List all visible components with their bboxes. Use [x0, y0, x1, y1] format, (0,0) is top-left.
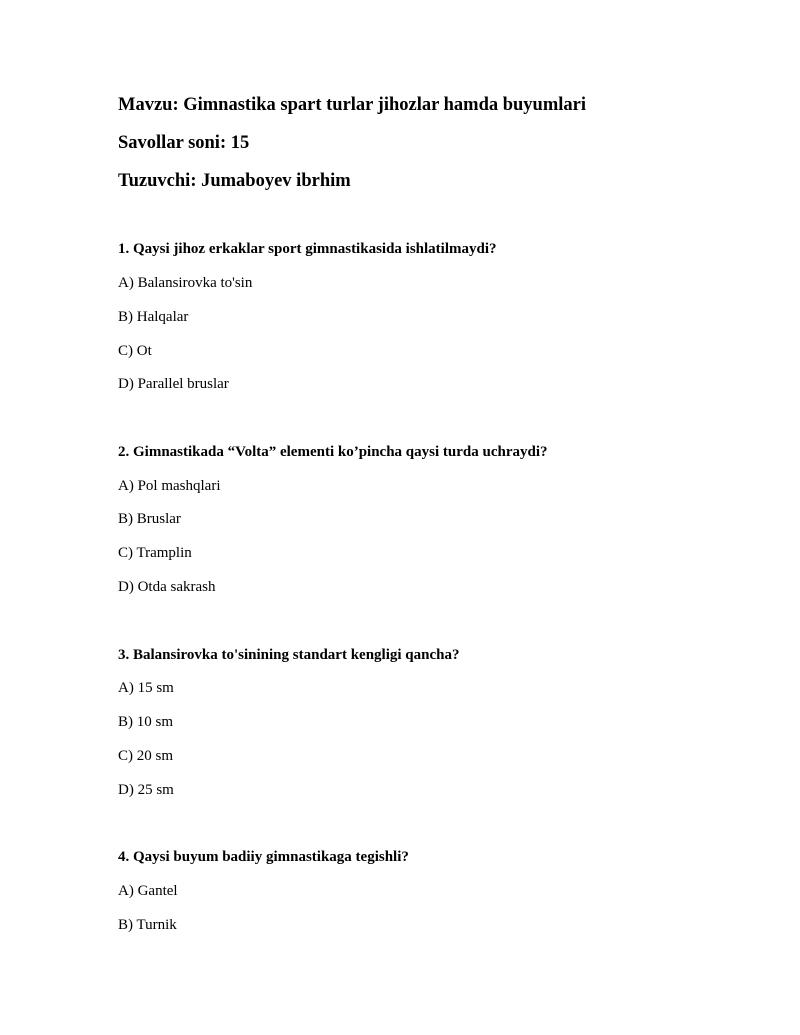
question-4-text: 4. Qaysi buyum badiiy gimnastikaga tegishli? — [118, 849, 409, 865]
question-3-option-b: B) 10 sm — [118, 714, 174, 730]
question-4-option-a: A) Gantel — [118, 883, 178, 899]
question-3-option-d: D) 25 sm — [118, 782, 174, 798]
question-3-option-c: C) 20 sm — [118, 748, 174, 764]
question-2-option-c: C) Tramplin — [118, 545, 192, 561]
question-1-option-a: A) Balansirovka to'sin — [118, 275, 253, 291]
question-3-option-a: A) 15 sm — [118, 680, 174, 696]
question-3-text: 3. Balansirovka to'sinining standart kengligi qancha? — [118, 647, 460, 663]
question-count-heading: Savollar soni: 15 — [118, 133, 250, 153]
question-1-option-d: D) Parallel bruslar — [118, 376, 229, 392]
question-1-option-b: B) Halqalar — [118, 309, 189, 325]
author-heading: Tuzuvchi: Jumaboyev ibrhim — [118, 171, 351, 191]
question-2-option-d: D) Otda sakrash — [118, 579, 216, 595]
question-2-option-a: A) Pol mashqlari — [118, 478, 221, 494]
question-2-option-b: B) Bruslar — [118, 511, 181, 527]
question-2-text: 2. Gimnastikada “Volta” elementi ko’pincha qaysi turda uchraydi? — [118, 444, 548, 460]
question-1-option-c: C) Ot — [118, 343, 152, 359]
question-1-text: 1. Qaysi jihoz erkaklar sport gimnastikasida ishlatilmaydi? — [118, 241, 497, 257]
question-4-option-b: B) Turnik — [118, 917, 177, 933]
topic-heading: Mavzu: Gimnastika spart turlar jihozlar hamda buyumlari — [118, 95, 587, 115]
